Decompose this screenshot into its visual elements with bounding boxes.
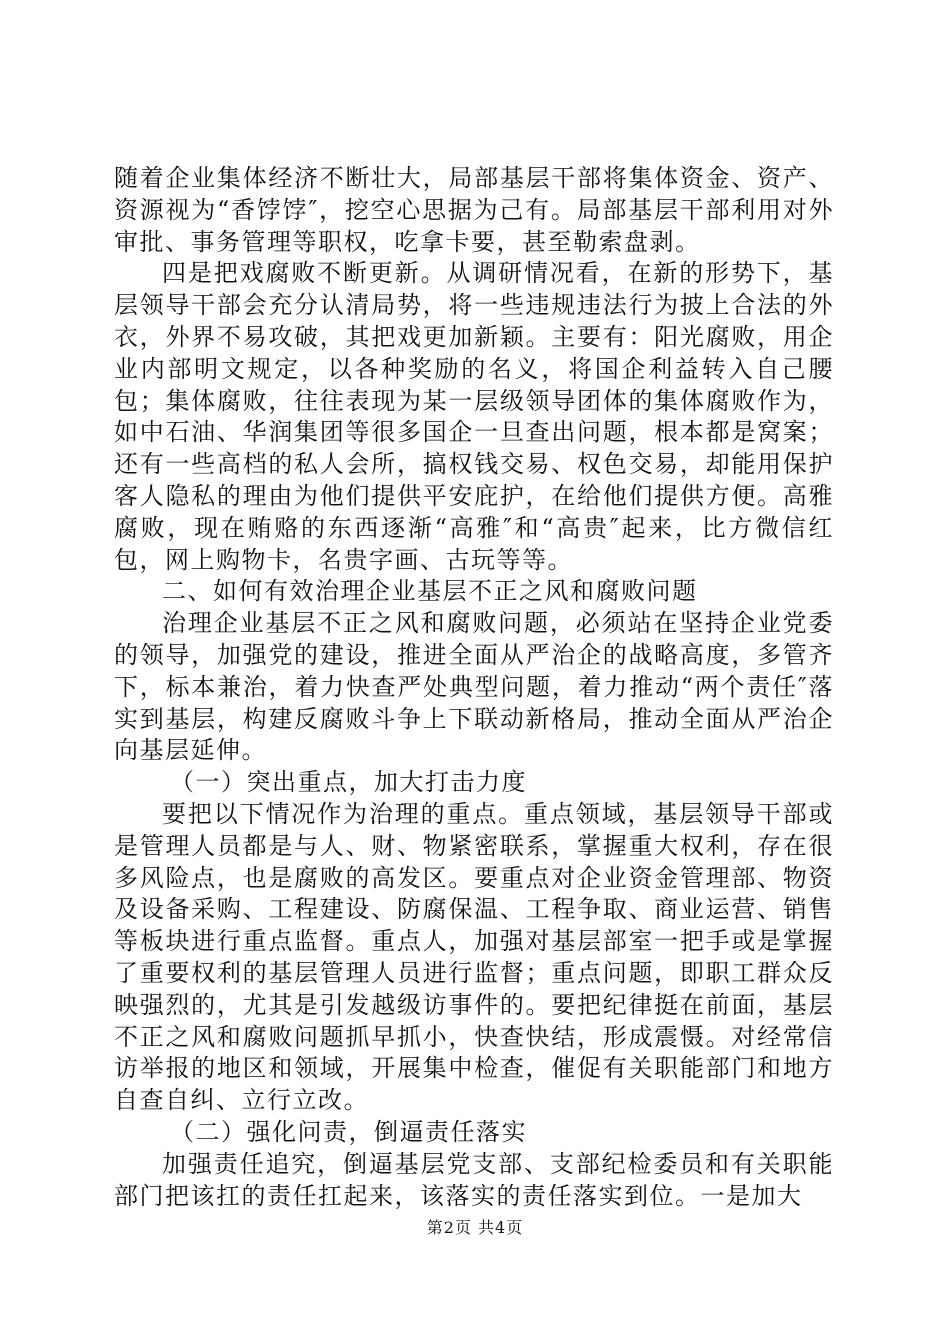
paragraph-governance-intro: 治理企业基层不正之风和腐败问题，必须站在坚持企业党委的领导，加强党的建设，推进全面从严治企的战略高度，多管齐下，标本兼治，着力快查严处典型问题，着力推动“两个责任″落实到基层，构建反腐败斗争上下联动新格局，推动全面从严治企向基层延伸。 — [114, 609, 834, 765]
paragraph-corruption-forms: 四是把戏腐败不断更新。从调研情况看，在新的形势下，基层领导干部会充分认清局势，将一些违规违法行为披上合法的外衣，外界不易攻破，其把戏更加新颖。主要有：阳光腐败，用企业内部明文规定，以各种奖励的名义，将国企利益转入自己腰包；集体腐败，往往表现为某一层级领导团体的集体腐败作为，如中石油、华润集团等很多国企一旦查出问题，根本都是窝案；还有一些高档的私人会所，搞权钱交易、权色交易，却能用保护客人隐私的理由为他们提供平安庇护，在给他们提供方便。高雅腐败，现在贿赂的东西逐渐“高雅″和“高贵″起来，比方微信红包，网上购物卡，名贵字画、古玩等等。 — [114, 259, 834, 574]
subsection-heading-two: （二）强化问责，倒逼责任落实 — [170, 1117, 527, 1146]
subsection-heading-one: （一）突出重点，加大打击力度 — [170, 768, 527, 797]
paragraph-continued: 随着企业集体经济不断壮大，局部基层干部将集体资金、资产、资源视为“香饽饽″，挖空心思据为己有。局部基层干部利用对外审批、事务管理等职权，吃拿卡要，甚至勒索盘剥。 — [114, 164, 834, 256]
page-footer: 第2页 共4页 — [426, 1218, 524, 1237]
document-body — [114, 163, 834, 1212]
section-heading-two: 二、如何有效治理企业基层不正之风和腐败问题 — [162, 577, 698, 606]
paragraph-key-focus: 要把以下情况作为治理的重点。重点领域，基层领导干部或是管理人员都是与人、财、物紧密联系，掌握重大权利，存在很多风险点，也是腐败的高发区。要重点对企业资金管理部、物资及设备采购、工程建设、防腐保温、工程争取、商业运营、销售等板块进行重点监督。重点人，加强对基层部室一把手或是掌握了重要权利的基层管理人员进行监督；重点问题，即职工群众反映强烈的，尤其是引发越级访事件的。要把纪律挺在前面，基层不正之风和腐败问题抓早抓小，快查快结，形成震慑。对经常信访举报的地区和领域，开展集中检查，催促有关职能部门和地方自查自纠、立行立改。 — [114, 799, 834, 1115]
paragraph-accountability: 加强责任追究，倒逼基层党支部、支部纪检委员和有关职能部门把该扛的责任扛起来，该落实的责任落实到位。一是加大 — [114, 1149, 834, 1210]
